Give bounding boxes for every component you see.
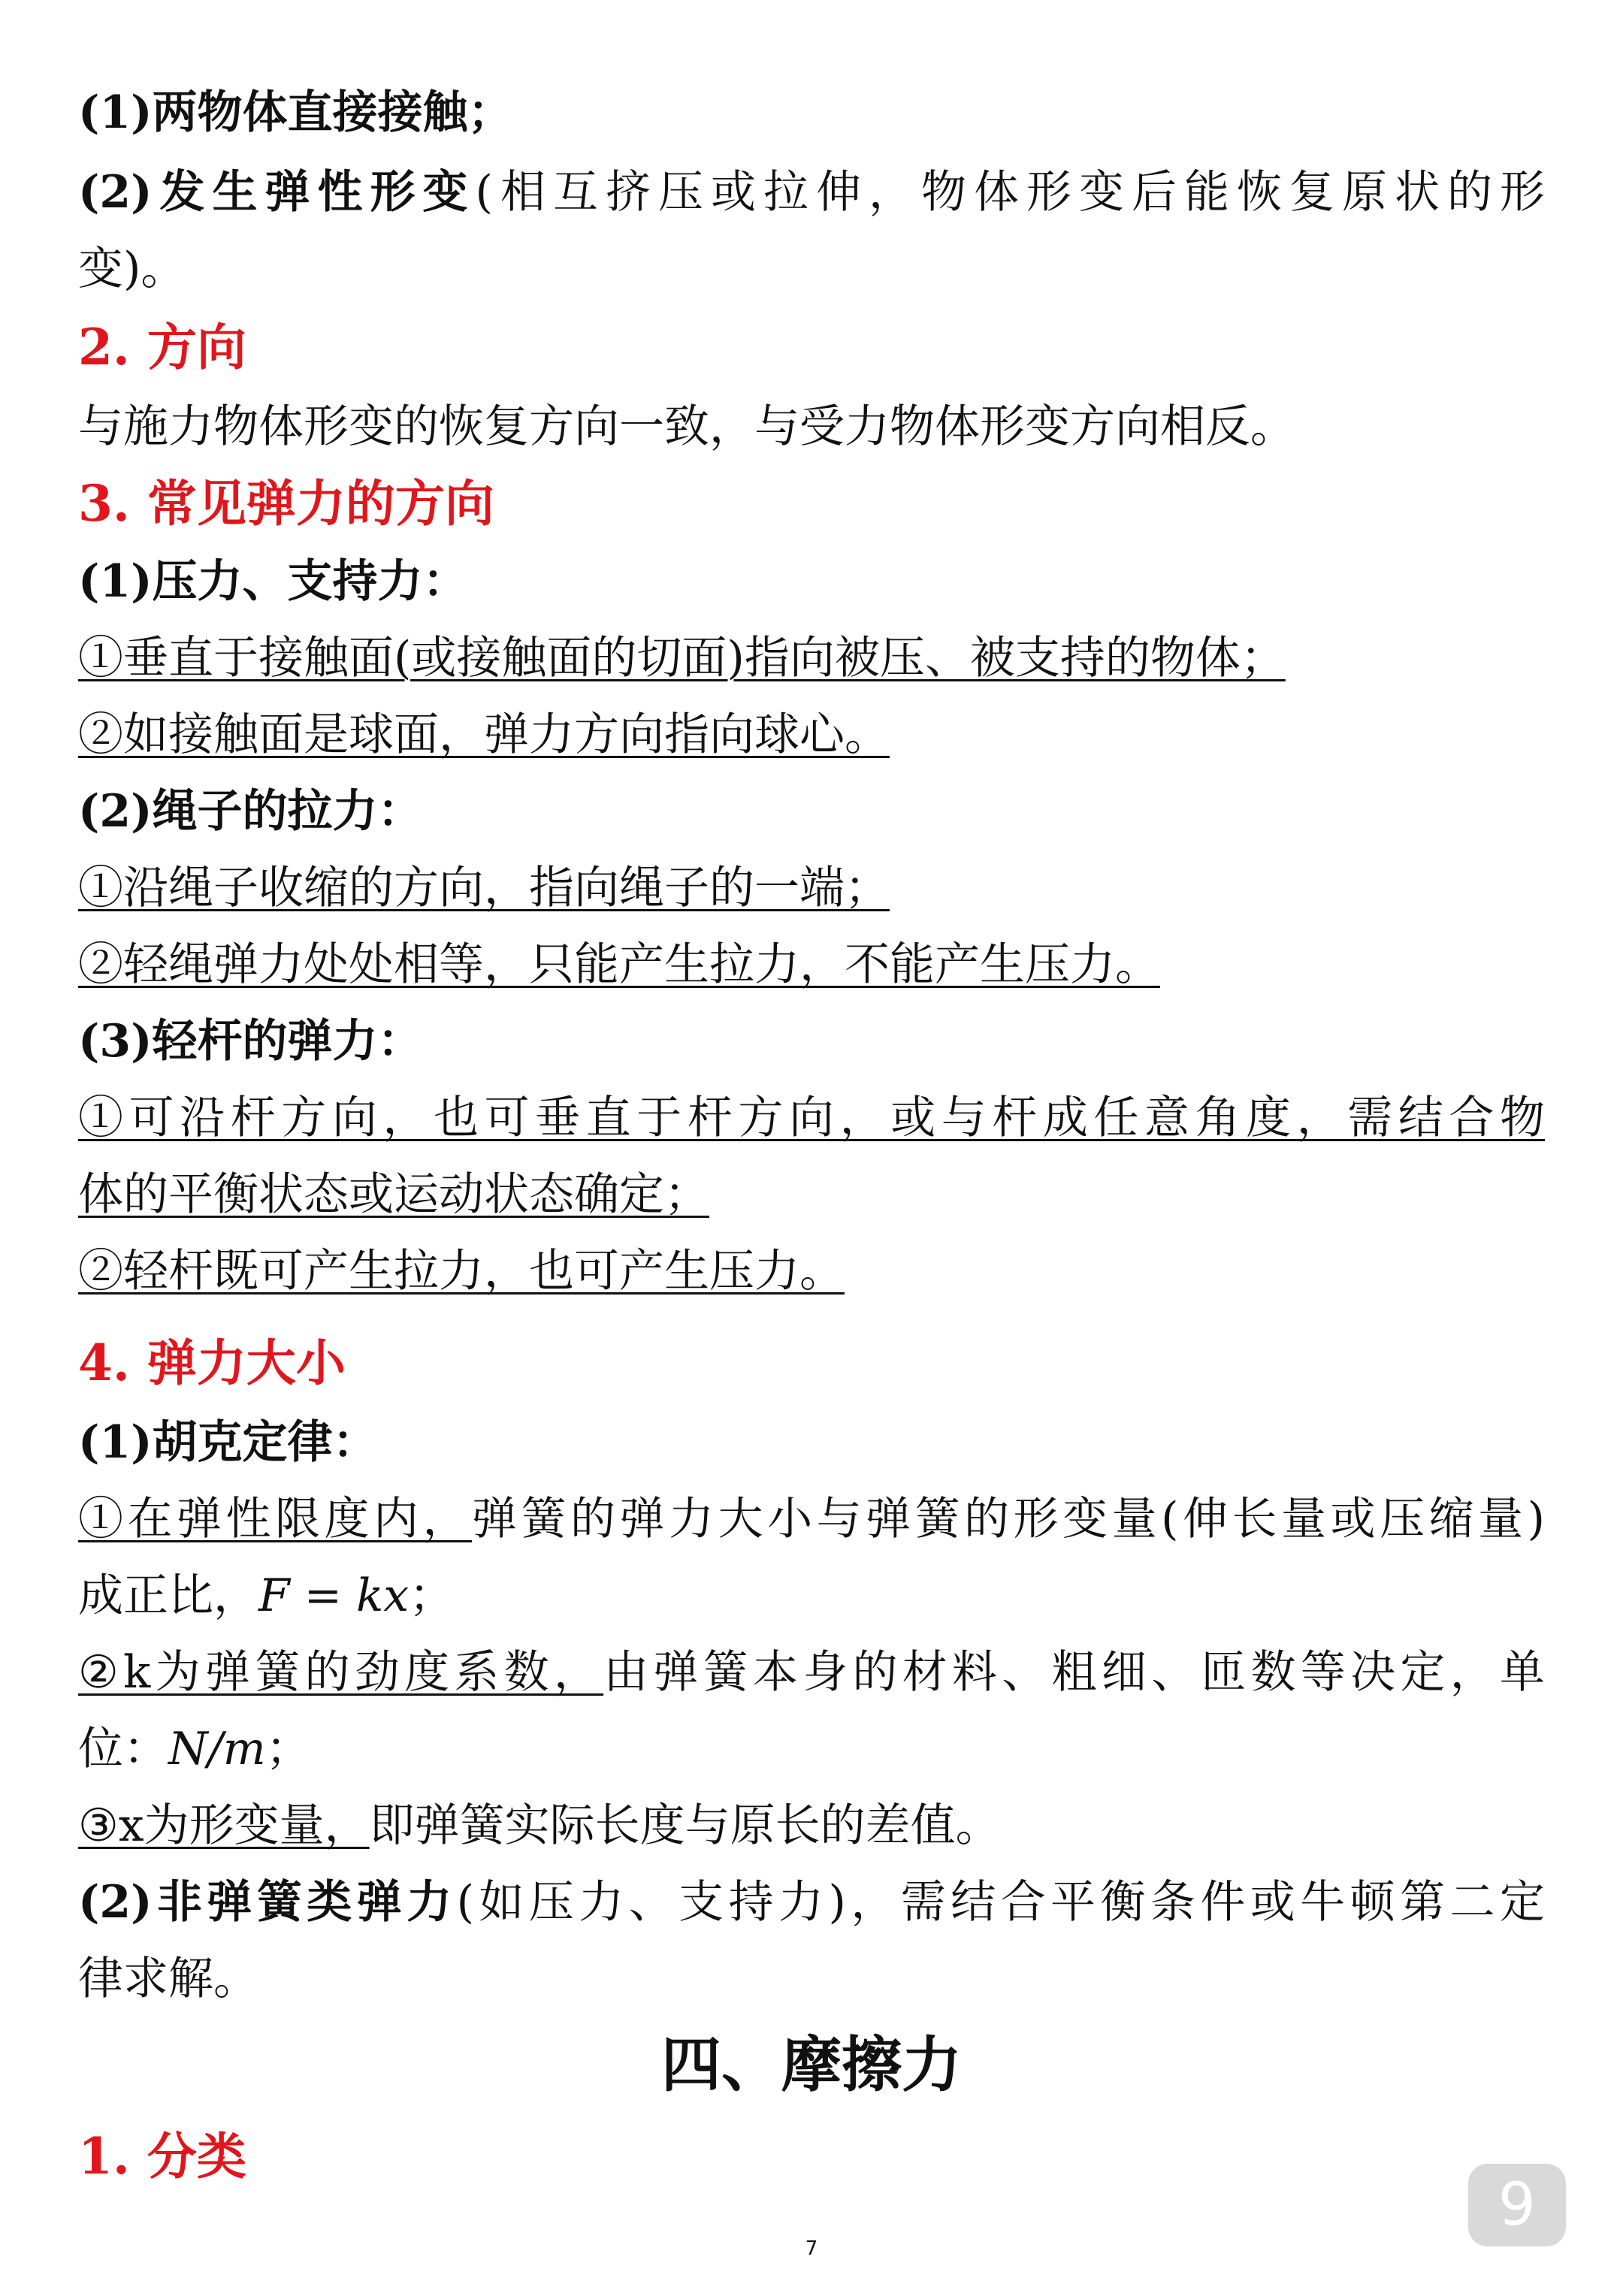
rope-item-2-text: ②轻绳弹力处处相等，只能产生拉力，不能产生压力。 [78, 938, 1160, 991]
heading-magnitude: 4. 弹力大小 [78, 1334, 346, 1392]
hooke-item-1-underlined: ①在弹性限度内， [78, 1493, 473, 1545]
rod-item-1 [78, 1088, 1545, 1148]
condition-2-cont: 变)。 [78, 243, 186, 295]
non-spring-text: (如压力、支持力)，需结合平衡条件或牛顿第二定 [456, 1876, 1545, 1929]
hooke-item-1-text: 弹簧的弹力大小与弹簧的形变量(伸长量或压缩量) [472, 1493, 1545, 1545]
rope-item-2 [78, 935, 1545, 995]
pressure-item-1 [78, 628, 1545, 688]
hooke-item-2 [78, 1642, 1545, 1702]
hooke-item-2-underlined: ②k为弹簧的劲度系数， [78, 1646, 604, 1699]
hooke-item-3-underlined: ③x为形变量， [78, 1799, 370, 1852]
hooke-item-2-cont [78, 1719, 1545, 1779]
rod-item-1-text: ①可沿杆方向，也可垂直于杆方向，或与杆成任意角度，需结合物 [78, 1092, 1545, 1144]
heading-common-directions: 3. 常见弹力的方向 [78, 474, 494, 533]
pressure-support-title: (1)压力、支持力： [78, 555, 468, 608]
heading-direction: 2. 方向 [78, 318, 246, 376]
rod-force-title: (3)轻杆的弹力： [78, 1015, 423, 1068]
rope-tension-title: (2)绳子的拉力： [78, 785, 423, 838]
rod-item-2-text: ②轻杆既可产生拉力，也可产生压力。 [78, 1245, 845, 1298]
condition-1: (1)两物体直接接触； [78, 86, 513, 139]
direction-text: 与施力物体形变的恢复方向一致，与受力物体形变方向相反。 [78, 400, 1295, 453]
hooke-law-title: (1)胡克定律： [78, 1416, 378, 1469]
unit-formula: N/m [168, 1723, 266, 1775]
non-spring-bold: (2)非弹簧类弹力 [78, 1876, 457, 1929]
semicolon: ； [409, 1569, 455, 1622]
condition-2-text: (相互挤压或拉伸，物体形变后能恢复原状的形 [475, 166, 1545, 219]
page-badge: 9 [1468, 2164, 1566, 2246]
hooke-item-2-text: 由弹簧本身的材料、粗细、匝数等决定，单 [603, 1646, 1545, 1699]
proportional-text: 成正比， [78, 1569, 258, 1622]
section-title: 四、摩擦力 [661, 2029, 962, 2100]
hooke-item-1-cont [78, 1566, 1545, 1626]
pressure-item-2-text: ②如接触面是球面，弹力方向指向球心。 [78, 708, 890, 761]
non-spring-cont: 律求解。 [78, 1953, 258, 2005]
pressure-item-1-text: ①垂直于接触面(或接触面的切面)指向被压、被支持的物体； [78, 632, 1286, 684]
heading-classification: 1. 分类 [78, 2127, 246, 2186]
hooke-formula: F = kx [258, 1569, 410, 1622]
hooke-item-1 [78, 1489, 1545, 1549]
rope-item-1 [78, 858, 1545, 918]
hooke-item-3-text: 即弹簧实际长度与原长的差值。 [369, 1799, 1001, 1852]
rod-item-1-cont [78, 1165, 1545, 1225]
semicolon: ； [265, 1723, 311, 1775]
condition-2 [78, 162, 1545, 222]
hooke-item-3 [78, 1796, 1545, 1856]
rope-item-1-text: ①沿绳子收缩的方向，指向绳子的一端； [78, 862, 890, 914]
rod-item-1-cont-text: 体的平衡状态或运动状态确定； [78, 1168, 709, 1221]
non-spring-force [78, 1872, 1545, 1932]
rod-item-2 [78, 1241, 1545, 1301]
condition-2-bold: (2)发生弹性形变 [78, 166, 476, 219]
page-number: 7 [805, 2237, 818, 2260]
pressure-item-2 [78, 705, 1545, 765]
unit-label: 位： [78, 1723, 168, 1775]
